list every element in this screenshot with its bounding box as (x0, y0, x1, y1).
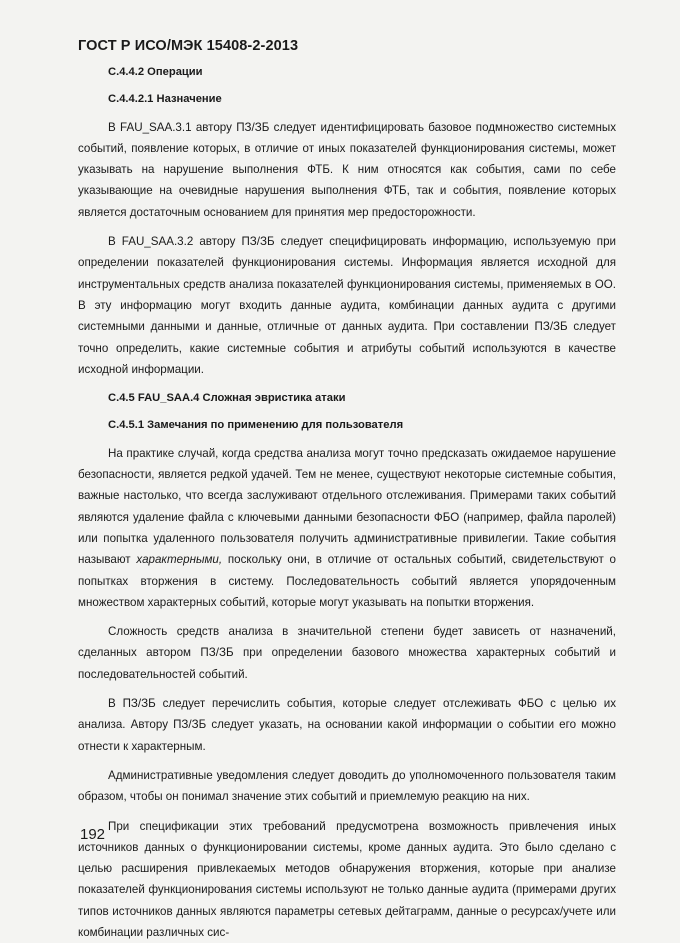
section-heading: C.4.5 FAU_SAA.4 Сложная эвристика атаки (78, 388, 616, 409)
body-paragraph: В FAU_SAA.3.1 автору ПЗ/ЗБ следует идентифицировать базовое подмножество системных событий, появление которых, в отличие от иных показателей функционирования системы, может указывать на нарушение выполнения ФТБ. К ним относятся как события, сами по себе указывающие на очевидные нарушения выполнения ФТБ, так и события, появление которых является достаточным основанием для принятия мер предосторожности. (78, 117, 616, 223)
document-header: ГОСТ Р ИСО/МЭК 15408-2-2013 (78, 38, 298, 54)
page-number: 192 (80, 826, 105, 843)
document-body (78, 62, 616, 943)
body-paragraph: В FAU_SAA.3.2 автору ПЗ/ЗБ следует специфицировать информацию, используемую при определении показателей функционирования системы. Информация является исходной для инструментальных средств анализа показателей функционирования системы, применяемых в ОО. В эту информацию могут входить данные аудита, комбинации данных аудита с другими системными данными и данные, отличные от данных аудита. При составлении ПЗ/ЗБ следует точно определить, какие системные события и атрибуты событий используются в качестве исходной информации. (78, 231, 616, 380)
paragraph-text: поскольку они, в отличие от остальных событий, свидетельствуют о попытках вторжения в систему. Последовательность событий является упорядоченным множеством характерных событий, которые могут указывать на попытки вторжения. (78, 553, 616, 609)
section-heading: C.4.4.2 Операции (78, 62, 616, 83)
italic-term: характерными, (136, 553, 222, 566)
paragraph-text: На практике случай, когда средства анализа могут точно предсказать ожидаемое нарушение безопасности, является редкой удачей. Тем не менее, существуют некоторые системные события, важные настолько, что всегда заслуживают отдельного отслеживания. Примерами таких событий являются удаление файла с ключевыми данными безопасности ФБО (например, файла паролей) или попытка удаленного пользователя получить административные привилегии. Такие события называют (78, 447, 616, 566)
body-paragraph: Административные уведомления следует доводить до уполномоченного пользователя таким образом, чтобы он понимал значение этих событий и приемлемую реакцию на них. (78, 765, 616, 808)
body-paragraph: В ПЗ/ЗБ следует перечислить события, которые следует отслеживать ФБО с целью их анализа. Автору ПЗ/ЗБ следует указать, на основании какой информации о событии его можно отнести к характерным. (78, 693, 616, 757)
section-heading: C.4.4.2.1 Назначение (78, 89, 616, 110)
section-heading: C.4.5.1 Замечания по применению для пользователя (78, 415, 616, 436)
body-paragraph: Сложность средств анализа в значительной степени будет зависеть от назначений, сделанных автором ПЗ/ЗБ при определении базового множества характерных событий и последовательностей событий. (78, 621, 616, 685)
body-paragraph (78, 443, 616, 613)
body-paragraph: При спецификации этих требований предусмотрена возможность привлечения иных источников данных о функционировании системы, кроме данных аудита. Это было сделано с целью расширения привлекаемых методов обнаружения вторжения, которые при анализе показателей функционирования системы используют не только данные аудита (примерами других типов источников данных являются параметры сетевых дейтаграмм, данные о ресурсах/учете или комбинации различных сис- (78, 816, 616, 943)
